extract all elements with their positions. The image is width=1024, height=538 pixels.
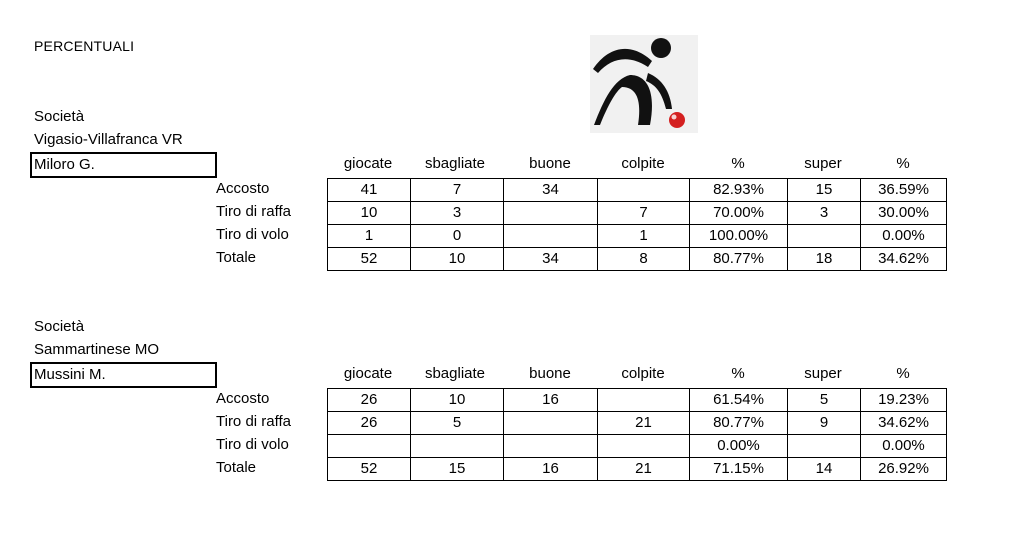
col-header-super-percent: % <box>896 365 910 382</box>
cell: 36.59% <box>861 179 947 202</box>
col-header-super: super <box>804 365 842 382</box>
cell: 3 <box>411 202 504 225</box>
cell: 1 <box>598 225 690 248</box>
cell: 34.62% <box>861 248 947 271</box>
cell: 16 <box>504 458 598 481</box>
cell: 100.00% <box>690 225 788 248</box>
player-name-box: Mussini M. <box>30 362 217 388</box>
cell: 82.93% <box>690 179 788 202</box>
cell: 15 <box>788 179 861 202</box>
player-name-box: Miloro G. <box>30 152 217 178</box>
table-row <box>328 435 947 458</box>
col-header-colpite: colpite <box>621 155 665 172</box>
col-header-sbagliate: sbagliate <box>424 155 486 172</box>
cell: 0.00% <box>690 435 788 458</box>
row-label-totale: Totale <box>216 459 257 476</box>
col-header-giocate: giocate <box>343 365 393 382</box>
cell <box>598 435 690 458</box>
cell: 52 <box>328 248 411 271</box>
page-title: PERCENTUALI <box>34 38 135 54</box>
cell: 61.54% <box>690 389 788 412</box>
cell: 5 <box>788 389 861 412</box>
col-header-buone: buone <box>529 155 571 172</box>
cell: 0.00% <box>861 435 947 458</box>
stats-table <box>327 178 947 271</box>
row-label-tiro-raffa: Tiro di raffa <box>216 413 292 430</box>
cell: 19.23% <box>861 389 947 412</box>
cell <box>504 435 598 458</box>
cell: 26.92% <box>861 458 947 481</box>
col-header-giocate: giocate <box>343 155 393 172</box>
cell: 1 <box>328 225 411 248</box>
cell <box>788 225 861 248</box>
col-header-percent: % <box>731 365 745 382</box>
cell: 8 <box>598 248 690 271</box>
cell: 41 <box>328 179 411 202</box>
cell: 9 <box>788 412 861 435</box>
cell: 71.15% <box>690 458 788 481</box>
cell: 52 <box>328 458 411 481</box>
cell: 10 <box>328 202 411 225</box>
cell <box>504 412 598 435</box>
cell: 0 <box>411 225 504 248</box>
table-row <box>328 389 947 412</box>
stats-table <box>327 388 947 481</box>
cell: 34.62% <box>861 412 947 435</box>
table-row <box>328 458 947 481</box>
table-row <box>328 202 947 225</box>
club-name: Vigasio-Villafranca VR <box>34 131 183 148</box>
cell: 26 <box>328 412 411 435</box>
cell: 0.00% <box>861 225 947 248</box>
cell: 3 <box>788 202 861 225</box>
cell: 34 <box>504 248 598 271</box>
cell: 30.00% <box>861 202 947 225</box>
col-header-percent: % <box>731 155 745 172</box>
row-label-totale: Totale <box>216 249 257 266</box>
societa-label: Società <box>34 108 85 125</box>
col-header-buone: buone <box>529 365 571 382</box>
cell: 70.00% <box>690 202 788 225</box>
row-label-accosto: Accosto <box>216 390 270 407</box>
col-header-super-percent: % <box>896 155 910 172</box>
cell: 80.77% <box>690 248 788 271</box>
cell <box>598 389 690 412</box>
cell: 26 <box>328 389 411 412</box>
cell <box>504 225 598 248</box>
societa-label: Società <box>34 318 85 335</box>
cell <box>411 435 504 458</box>
cell: 18 <box>788 248 861 271</box>
cell: 14 <box>788 458 861 481</box>
cell: 7 <box>411 179 504 202</box>
table-row <box>328 179 947 202</box>
cell <box>788 435 861 458</box>
club-name: Sammartinese MO <box>34 341 160 358</box>
cell <box>504 202 598 225</box>
player-section-2 <box>0 318 1024 498</box>
cell: 16 <box>504 389 598 412</box>
table-row <box>328 225 947 248</box>
cell: 21 <box>598 458 690 481</box>
row-label-tiro-raffa: Tiro di raffa <box>216 203 292 220</box>
col-header-super: super <box>804 155 842 172</box>
cell: 21 <box>598 412 690 435</box>
row-label-accosto: Accosto <box>216 180 270 197</box>
cell: 15 <box>411 458 504 481</box>
cell: 10 <box>411 248 504 271</box>
player-section-1 <box>0 108 1024 288</box>
cell: 7 <box>598 202 690 225</box>
cell <box>328 435 411 458</box>
row-label-tiro-volo: Tiro di volo <box>216 436 289 453</box>
cell: 80.77% <box>690 412 788 435</box>
col-header-colpite: colpite <box>621 365 665 382</box>
table-row <box>328 248 947 271</box>
table-row <box>328 412 947 435</box>
col-header-sbagliate: sbagliate <box>424 365 486 382</box>
cell <box>598 179 690 202</box>
row-label-tiro-volo: Tiro di volo <box>216 226 289 243</box>
cell: 34 <box>504 179 598 202</box>
cell: 10 <box>411 389 504 412</box>
cell: 5 <box>411 412 504 435</box>
